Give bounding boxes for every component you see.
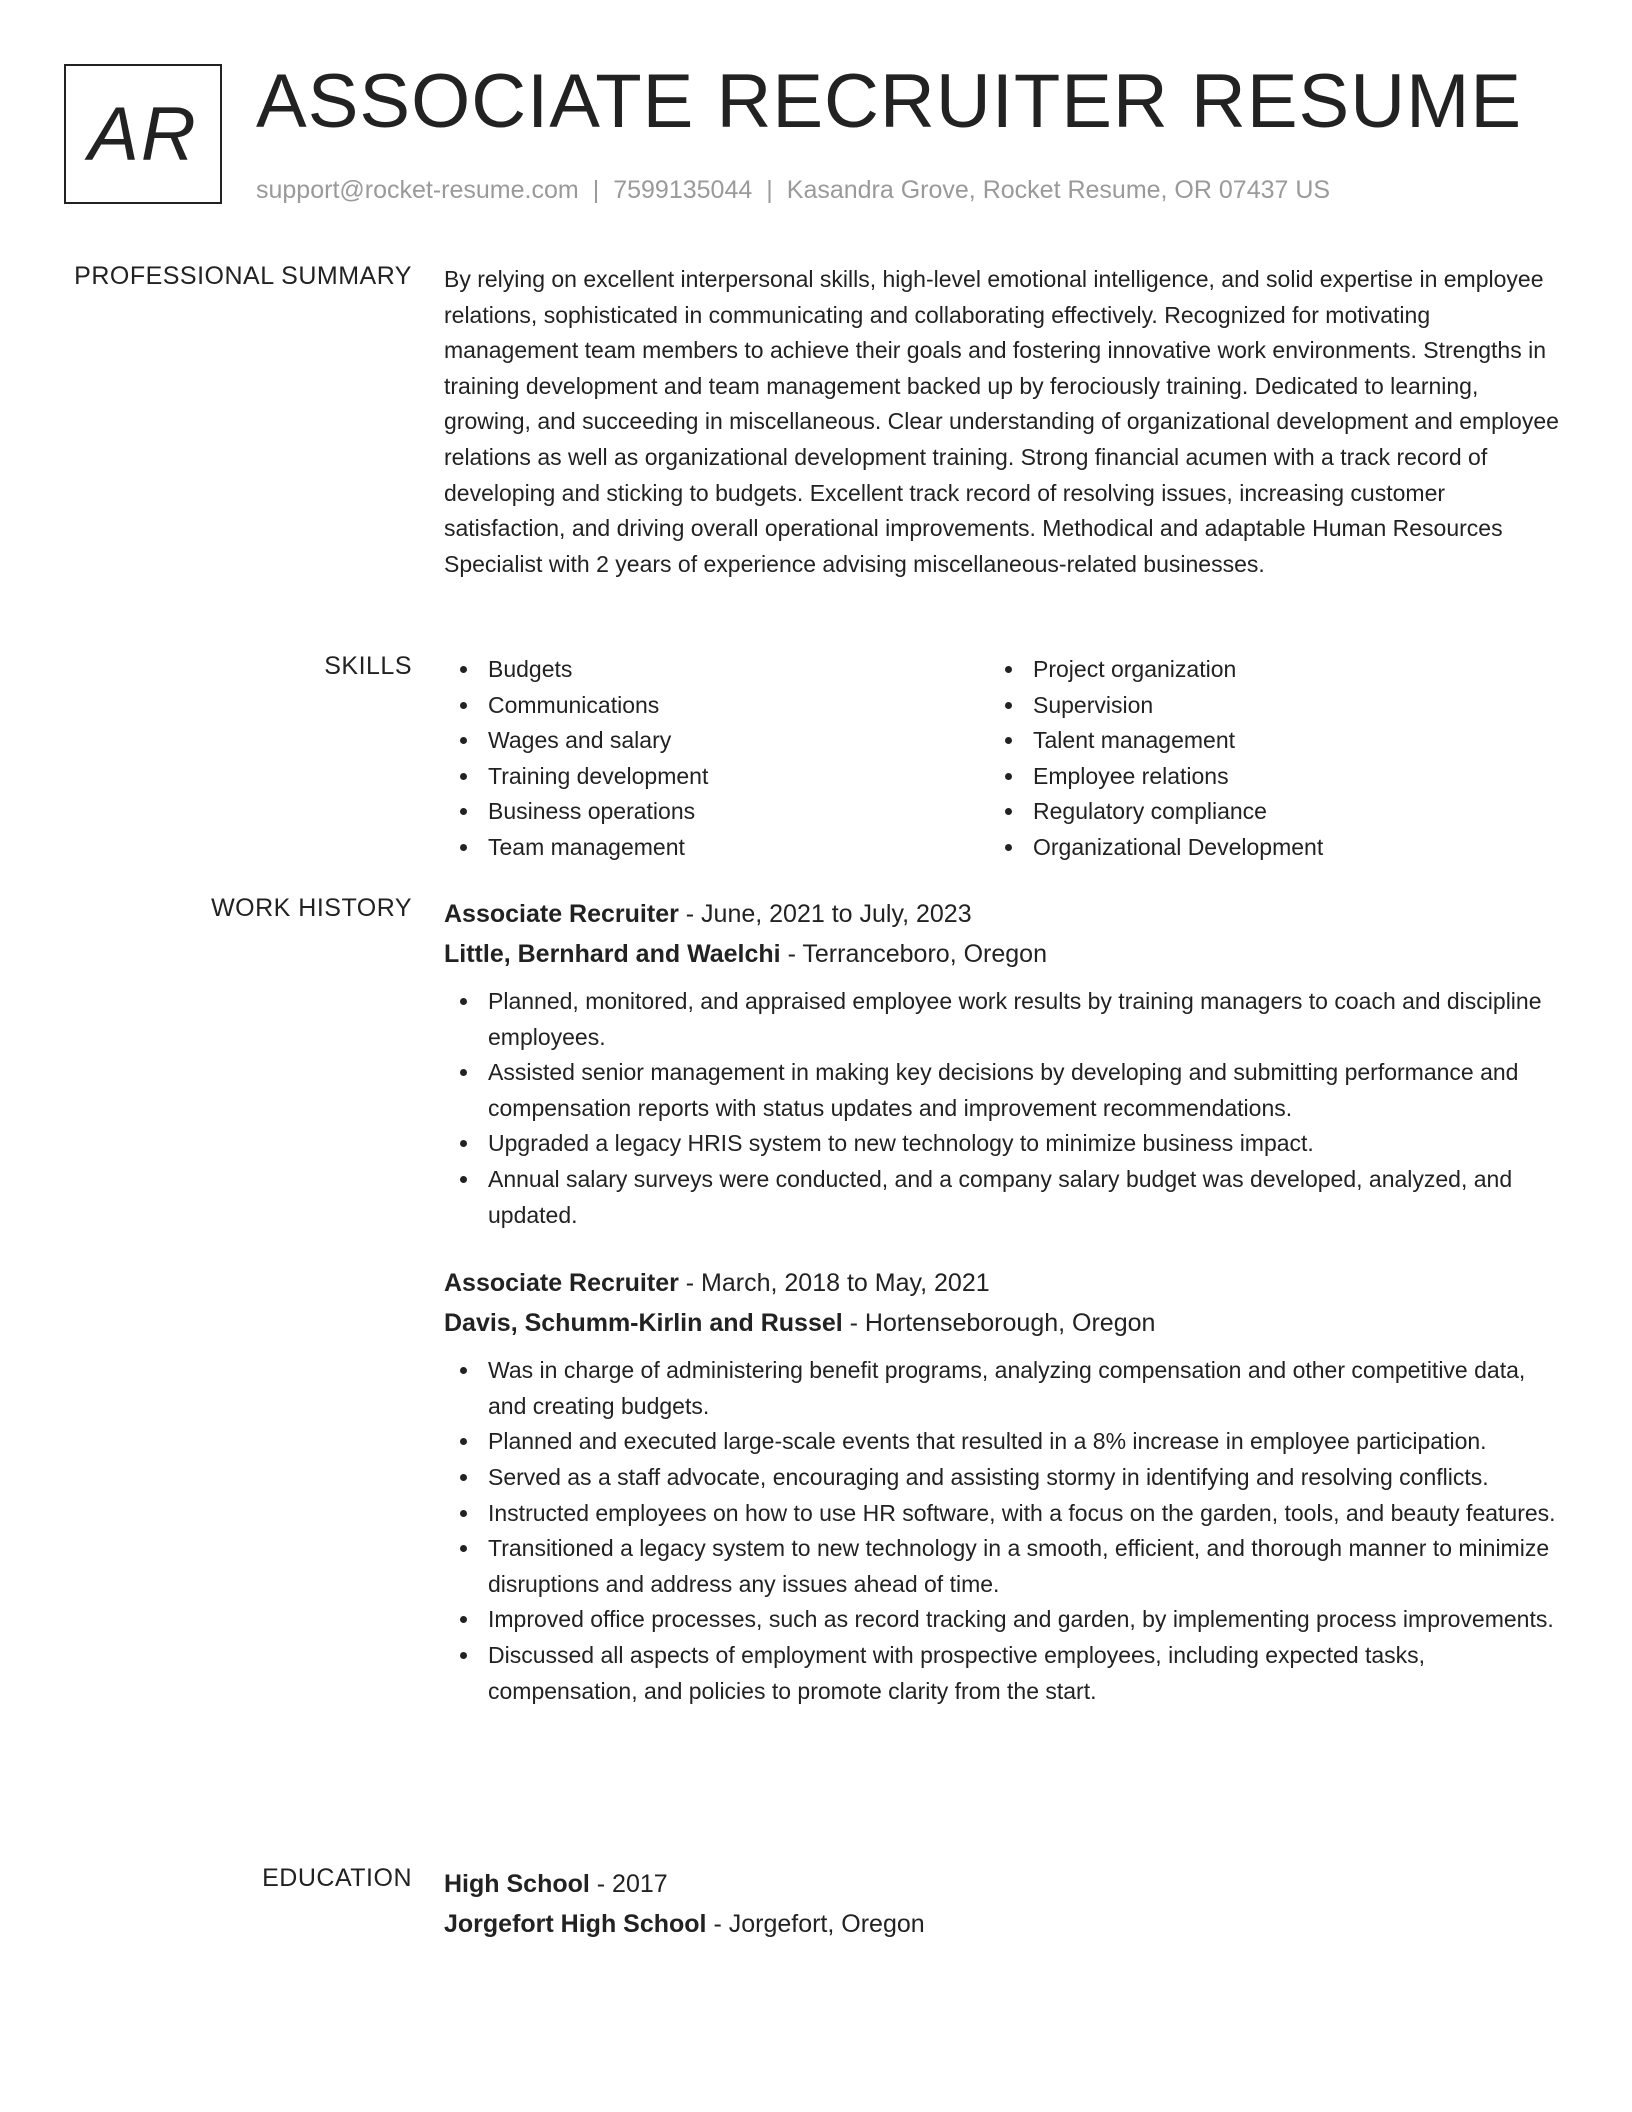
skill-item: Wages and salary: [444, 723, 989, 759]
education-body: [444, 1864, 1564, 1944]
job-bullets: [444, 1353, 1564, 1709]
skills-grid: [444, 652, 1564, 866]
skill-item: Employee relations: [989, 759, 1534, 795]
contact-email: support@rocket-resume.com: [256, 176, 579, 204]
job-bullet: Planned, monitored, and appraised employee work results by training managers to coach and discipline employees.: [444, 984, 1564, 1055]
skill-item: Talent management: [989, 723, 1534, 759]
job-bullet: Annual salary surveys were conducted, and a company salary budget was developed, analyzed, and updated.: [444, 1162, 1564, 1233]
resume-header: [64, 59, 1568, 214]
job-bullet: Transitioned a legacy system to new technology in a smooth, efficient, and thorough manner to minimize disruptions and address any issues ahead of time.: [444, 1531, 1564, 1602]
job-bullet: Discussed all aspects of employment with prospective employees, including expected tasks, compensation, and policies to promote clarity from the start.: [444, 1638, 1564, 1709]
job-title: Associate Recruiter: [444, 900, 679, 928]
skill-item: Organizational Development: [989, 830, 1534, 866]
skills-column-left: [444, 652, 989, 866]
job-bullets: [444, 984, 1564, 1233]
job-title: Associate Recruiter: [444, 1269, 679, 1298]
skills-column-right: [989, 652, 1534, 866]
skill-item: Training development: [444, 759, 989, 795]
summary-text: By relying on excellent interpersonal skills, high-level emotional intelligence, and solid expertise in employee relations, sophisticated in communicating and collaborating effectively. Recognized for motivating management team members to achieve their goals and fostering innovative work environments. Strengths in training development and team management backed up by ferociously training. Dedicated to learning, growing, and succeeding in miscellaneous. Clear understanding of organizational development and employee relations as well as organizational development training. Strong financial acumen with a track record of developing and sticking to budgets. Excellent track record of resolving issues, increasing customer satisfaction, and driving overall operational improvements. Methodical and adaptable Human Resources Specialist with 2 years of experience advising miscellaneous-related businesses.: [444, 266, 1559, 577]
skill-item: Team management: [444, 830, 989, 866]
education-heading: EDUCATION: [262, 1864, 412, 1892]
job-company-line: [444, 934, 1564, 974]
work-history-heading: WORK HISTORY: [211, 894, 412, 922]
job-title-line: [444, 894, 1564, 934]
job-company: Little, Bernhard and Waelchi: [444, 940, 781, 968]
job-bullet: Instructed employees on how to use HR software, with a focus on the garden, tools, and beauty features.: [444, 1496, 1564, 1532]
resume-title: ASSOCIATE RECRUITER RESUME: [256, 59, 1523, 144]
job-location: - Hortenseborough, Oregon: [842, 1309, 1156, 1338]
contact-line: [256, 176, 1330, 205]
skill-item: Project organization: [989, 652, 1534, 688]
skill-item: Regulatory compliance: [989, 794, 1534, 830]
job-dates: - March, 2018 to May, 2021: [678, 1269, 990, 1298]
job-entry: [444, 894, 1564, 1233]
contact-address: Kasandra Grove, Rocket Resume, OR 07437 US: [786, 176, 1331, 204]
skill-item: Business operations: [444, 794, 989, 830]
summary-heading: PROFESSIONAL SUMMARY: [74, 262, 412, 290]
education-year: - 2017: [589, 1870, 668, 1898]
contact-separator: |: [592, 176, 600, 204]
skills-heading: SKILLS: [324, 652, 412, 680]
job-bullet: Was in charge of administering benefit programs, analyzing compensation and other competitive data, and creating budgets.: [444, 1353, 1564, 1424]
education-degree-line: [444, 1864, 1564, 1904]
education-location: - Jorgefort, Oregon: [706, 1910, 925, 1938]
job-company-line: [444, 1303, 1564, 1343]
job-company: Davis, Schumm-Kirlin and Russel: [444, 1309, 843, 1338]
skill-item: Budgets: [444, 652, 989, 688]
job-bullet: Planned and executed large-scale events that resulted in a 8% increase in employee participation.: [444, 1424, 1564, 1460]
job-dates: - June, 2021 to July, 2023: [678, 900, 972, 928]
skills-body: [444, 652, 1564, 866]
education-degree: High School: [444, 1870, 590, 1898]
job-bullet: Served as a staff advocate, encouraging and assisting stormy in identifying and resolving conflicts.: [444, 1460, 1564, 1496]
skill-item: Supervision: [989, 688, 1534, 724]
job-bullet: Assisted senior management in making key decisions by developing and submitting performance and compensation reports with status updates and improvement recommendations.: [444, 1055, 1564, 1126]
work-history-body: [444, 894, 1564, 1739]
skill-item: Communications: [444, 688, 989, 724]
education-school-line: [444, 1904, 1564, 1944]
contact-separator: |: [766, 176, 773, 204]
summary-body: [444, 262, 1564, 582]
contact-phone: 7599135044: [613, 176, 753, 204]
job-location: - Terranceboro, Oregon: [780, 940, 1047, 968]
job-bullet: Improved office processes, such as record tracking and garden, by implementing process improvements.: [444, 1602, 1564, 1638]
monogram-badge: AR: [64, 64, 222, 204]
job-entry: [444, 1263, 1564, 1709]
job-bullet: Upgraded a legacy HRIS system to new technology to minimize business impact.: [444, 1126, 1564, 1162]
education-school: Jorgefort High School: [444, 1910, 707, 1938]
job-title-line: [444, 1263, 1564, 1303]
